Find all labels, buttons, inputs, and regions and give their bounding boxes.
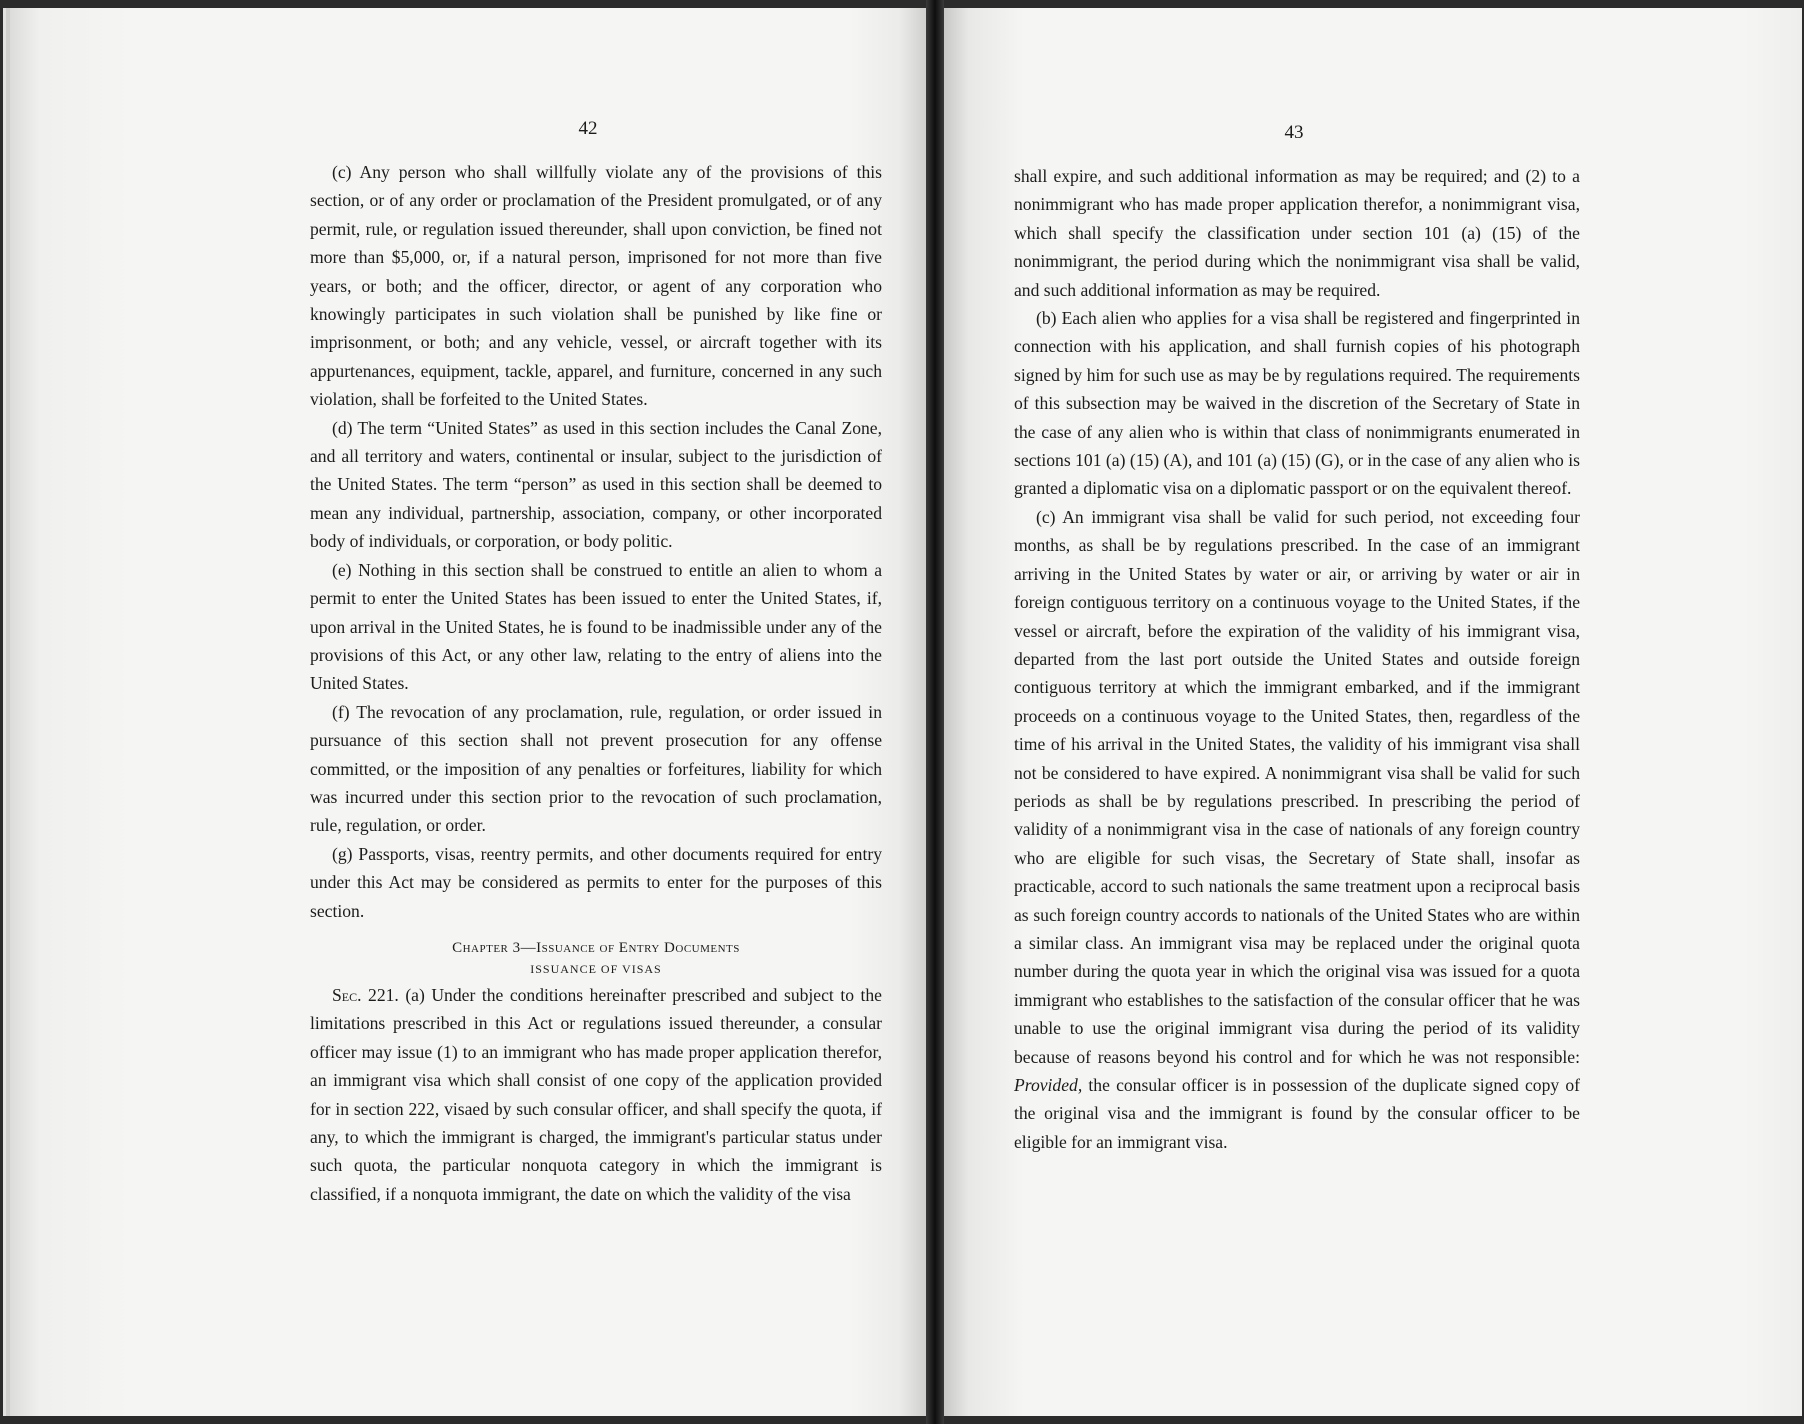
left-page-body (310, 158, 882, 1208)
paragraph-c (1014, 503, 1580, 1156)
page-number: 43 (1284, 122, 1304, 143)
paragraph-c-text: (c) An immigrant visa shall be valid for such period, not exceeding four months, as shall be by regulations prescribed. In the case of an immigrant arriving in the United States by water or air, or arriving by water or air in foreign contiguous territory on a continuous voyage to the United States, if the vessel or aircraft, before the expiration of the validity of his immigrant visa, departed from the last port outside the United States and outside foreign contiguous territory at which the immigrant embarked, and if the immigrant proceeds on a continuous voyage to the United States, then, regardless of the time of his arrival in the United States, the validity of his immigrant visa shall not be considered to have expired. A nonimmigrant visa shall be valid for such periods as shall be by regulations prescribed. In prescribing the period of validity of a nonimmigrant visa in the case of nationals of any foreign country who are eligible for such visas, the Secretary of State shall, insofar as practicable, accord to such nationals the same treatment upon a reciprocal basis as such foreign country accords to nationals of the United States who are within a similar class. An immigrant visa may be replaced under the original quota number during the quota year in which the original visa was issued for a quota immigrant who establishes to the satisfaction of the consular officer that he was unable to use the original immigrant visa during the period of its validity because of reasons beyond his control and for which he was not responsible: (1014, 506, 1580, 1067)
section-subheading: ISSUANCE OF VISAS (530, 961, 662, 976)
paragraph-d: (d) The term “United States” as used in this section includes the Canal Zone, and all territory and waters, continental or insular, subject to the jurisdiction of the United States. The term “person” as used in this section shall be deemed to mean any individual, partnership, association, company, or other incorporated body of individuals, or corporation, or body politic. (310, 417, 882, 552)
paragraph-c: (c) Any person who shall willfully violate any of the provisions of this section, or of any order or proclamation of the President promulgated, or of any permit, rule, or regulation issued thereunder, shall upon conviction, be fined not more than $5,000, or, if a natural person, imprisoned for not more than five years, or both; and the officer, director, or agent of any corporation who knowingly participates in such violation shall be punished by like fine or imprisonment, or both; and any vehicle, vessel, or aircraft together with its appurtenances, equipment, tackle, apparel, and furniture, concerned in any such violation, shall be forfeited to the United States. (310, 162, 882, 410)
right-page-body (1014, 162, 1580, 1156)
paragraph-f: (f) The revocation of any proclamation, rule, regulation, or order issued in pursuance of this section shall not prevent prosecution for any offense committed, or the imposition of any penalties or forfeitures, liability for which was incurred under this section prior to the revocation of such proclamation, rule, regulation, or order. (310, 701, 882, 836)
paragraph-e: (e) Nothing in this section shall be construed to entitle an alien to whom a permit to enter the United States has been issued to enter the United States, if, upon arrival in the United States, he is found to be inadmissible under any of the provisions of this Act, or any other law, relating to the entry of aliens into the United States. (310, 559, 882, 694)
section-221-paragraph (310, 981, 882, 1208)
paragraph-g: (g) Passports, visas, reentry permits, and other documents required for entry under this Act may be considered as permits to enter for the purposes of this section. (310, 843, 882, 921)
paragraph-b: (b) Each alien who applies for a visa shall be registered and fingerprinted in connection with his application, and shall furnish copies of his photograph signed by him for such use as may be by regulations required. The requirements of this subsection may be waived in the discretion of the Secretary of State in the case of any alien who is within that class of nonimmigrants enumerated in sections 101 (a) (15) (A), and 101 (a) (15) (G), or in the case of any alien who is granted a diplomatic visa on a diplomatic passport or on the equivalent thereof. (1014, 308, 1580, 499)
continuation-paragraph: shall expire, and such additional information as may be required; and (2) to a nonimmigrant who has made proper application therefor, a nonimmigrant visa, which shall specify the classification under section 101 (a) (15) of the nonimmigrant, the period during which the nonimmigrant visa shall be valid, and such additional information as may be required. (1014, 166, 1580, 300)
left-page (10, 8, 926, 1416)
proviso-word: Provided, (1014, 1075, 1083, 1095)
page-number: 42 (578, 118, 598, 139)
book-gutter (926, 0, 944, 1424)
right-page (944, 8, 1802, 1416)
section-221-text: (a) Under the conditions hereinafter prescribed and subject to the limitations prescribed in this Act or regulations issued thereunder, a consular officer may issue (1) to an immigrant who has made proper application therefor, an immigrant visa which shall consist of one copy of the application provided for in section 222, visaed by such consular officer, and shall specify the quota, if any, to which the immigrant is charged, the immigrant's particular status under such quota, the particular nonquota category in which the immigrant is classified, if a nonquota immigrant, the date on which the validity of the visa (310, 984, 882, 1204)
section-label: Sec. 221. (332, 984, 399, 1005)
paragraph-c-text-end: the consular officer is in possession of the duplicate signed copy of the original visa and the immigrant is found by the consular officer to be eligible for an immigrant visa. (1014, 1075, 1580, 1152)
chapter-heading: Chapter 3—Issuance of Entry Documents (452, 939, 740, 956)
